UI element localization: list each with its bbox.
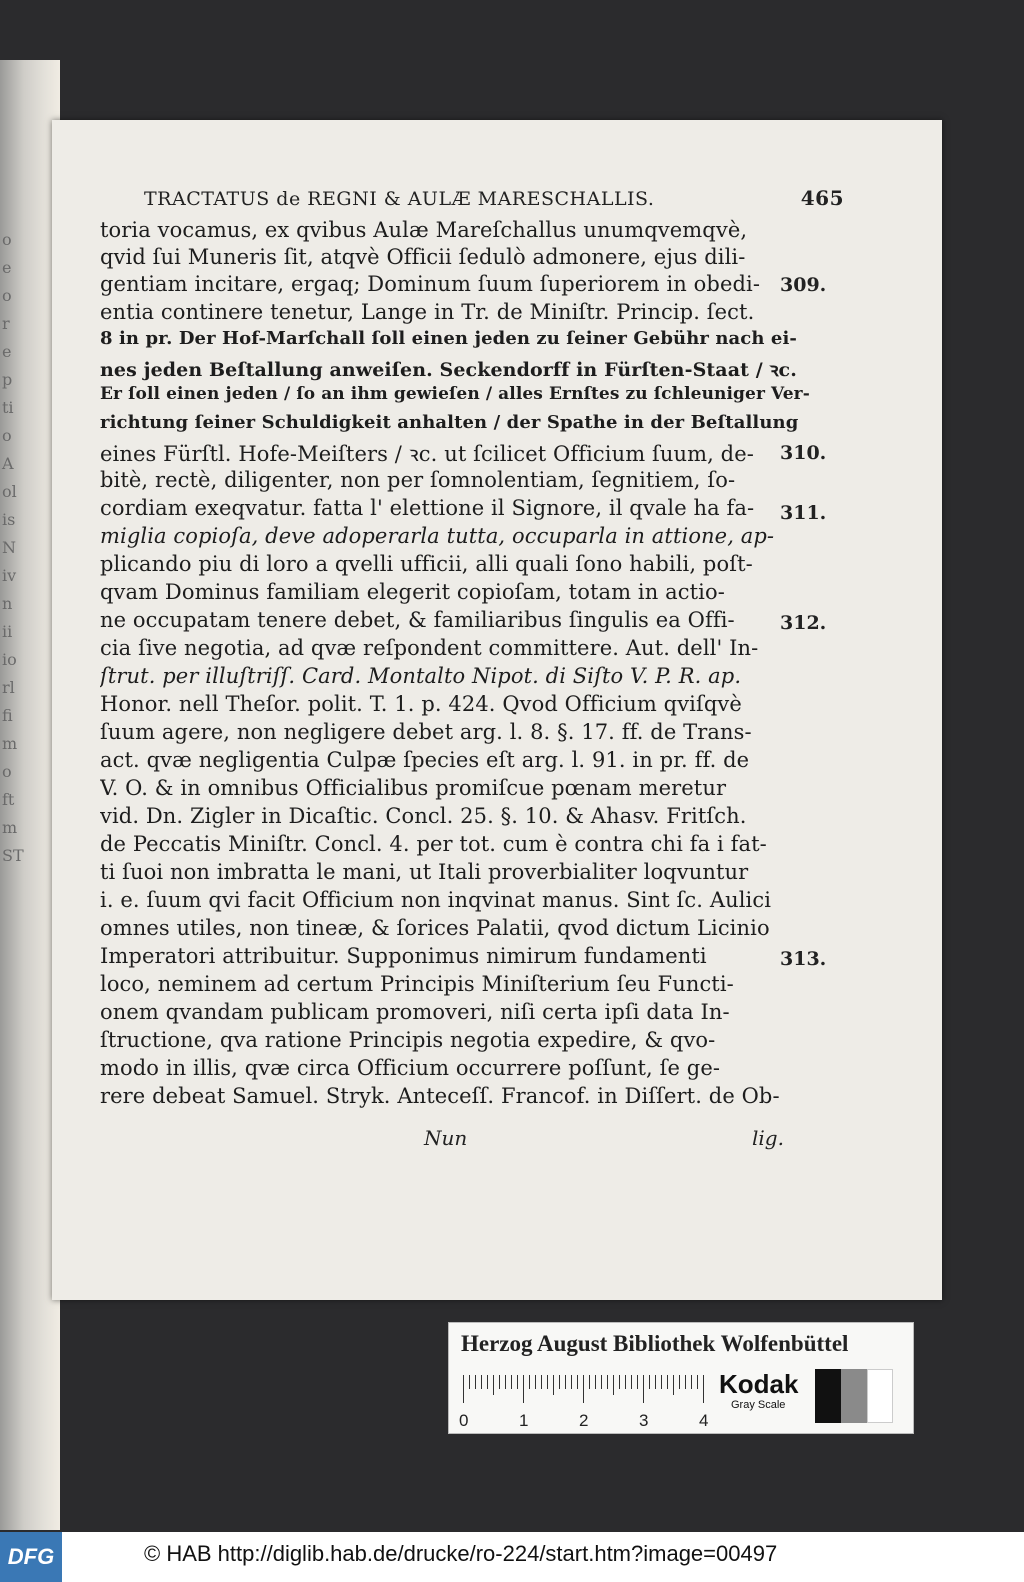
text-line: eines Fürſtl. Hofe-Meiſters / ꝛc. ut ſcilicet Officium ſuum, de- (100, 442, 754, 466)
fraktur-line: 8 in pr. Der Hof-Marſchall ſoll einen jeden zu ſeiner Gebühr nach ei- (100, 328, 797, 349)
ruler-number: 0 (459, 1411, 469, 1430)
text-line: bitè, rectè, diligenter, non per ſomnolentiam, ſegnitiem, ſo- (100, 468, 736, 492)
text-line: entia continere tenetur, Lange in Tr. de Miniſtr. Princip. ſect. (100, 300, 755, 324)
text-line: rere debeat Samuel. Stryk. Anteceſſ. Francof. in Diſſert. de Ob- (100, 1084, 780, 1108)
ruler-number: 3 (639, 1411, 649, 1430)
edge-fragment: is (2, 510, 16, 529)
running-head (144, 186, 844, 210)
signature-mark: Nun (424, 1126, 468, 1150)
text-line: ne occupatam tenere debet, & familiaribus ſingulis ea Offi- (100, 608, 735, 632)
book-page (52, 120, 942, 1300)
kodak-logo: Kodak (719, 1369, 799, 1399)
italic-line: miglia copioſa, deve adoperarla tutta, occuparla in attione, ap- (100, 524, 775, 548)
text-line: i. e. ſuum qvi facit Officium non inqvinat manus. Sint ſc. Aulici (100, 888, 772, 912)
gray-scale-label: Gray Scale (731, 1399, 786, 1411)
edge-fragment: e (2, 342, 12, 361)
edge-fragment: io (2, 650, 17, 669)
text-line: plicando piu di loro a qvelli ufficii, alli quali ſono habili, poſt- (100, 552, 753, 576)
text-line: ti ſuoi non imbratta le mani, ut Itali proverbialiter loqvuntur (100, 860, 749, 884)
text-line: cia ſive negotia, ad qvæ reſpondent committere. Aut. dell' In- (100, 636, 759, 660)
edge-fragment: m (2, 734, 18, 753)
text-line: cordiam exeqvatur. fatta l' elettione il Signore, il qvale ha fa- (100, 496, 755, 520)
text-line: toria vocamus, ex qvibus Aulæ Mareſchallus unumqvemqvè, (100, 218, 748, 242)
edge-fragment: iv (2, 566, 17, 585)
text-line: ſtructione, qva ratione Principis negotia expedire, & qvo- (100, 1028, 716, 1052)
text-line: loco, neminem ad certum Principis Miniſterium ſeu Functi- (100, 972, 734, 996)
edge-fragment: o (2, 230, 12, 249)
margin-number: 311. (780, 502, 827, 524)
ruler-number: 1 (519, 1411, 529, 1430)
gray-patch-white (867, 1369, 893, 1423)
gray-patch-black (815, 1369, 841, 1423)
margin-number: 309. (780, 274, 827, 296)
previous-page-edge (0, 60, 60, 1530)
edge-fragment: o (2, 286, 12, 305)
running-title: TRACTATUS de REGNI & AULÆ MARESCHALLIS. (144, 188, 655, 210)
credit-link[interactable]: © HAB http://diglib.hab.de/drucke/ro-224/start.htm?image=00497 (144, 1541, 778, 1566)
edge-fragment: A (2, 454, 14, 473)
margin-number: 310. (780, 442, 827, 464)
text-line: de Peccatis Miniſtr. Concl. 4. per tot. cum è contra chi fa i fat- (100, 832, 767, 856)
text-line: V. O. & in omnibus Officialibus promiſcue pœnam meretur (100, 776, 727, 800)
edge-fragment: ti (2, 398, 14, 417)
ruler (463, 1375, 703, 1403)
text-line: act. qvæ negligentia Culpæ ſpecies eſt arg. l. 91. in pr. ff. de (100, 748, 750, 772)
color-target (448, 1322, 914, 1434)
edge-fragment: fi (2, 706, 13, 725)
edge-fragment: o (2, 762, 12, 781)
text-line: qvid ſui Muneris ſit, atqvè Officii ſedulò admonere, ejus dili- (100, 245, 746, 269)
fraktur-line: nes jeden Beſtallung anweiſen. Seckendorff in Fürſten-Staat / ꝛc. (100, 359, 797, 381)
fraktur-line: Er ſoll einen jeden / ſo an ihm gewieſen / alles Ernſtes zu ſchleuniger Ver- (100, 384, 810, 404)
text-line: Honor. nell Theſor. polit. T. 1. p. 424. Qvod Officium qviſqvè (100, 692, 742, 716)
text-line: onem qvandam publicam promoveri, niſi certa ipſi data In- (100, 1000, 730, 1024)
text-line: Imperatori attribuitur. Supponimus nimirum fundamenti (100, 944, 707, 968)
text-line: omnes utiles, non tineæ, & ſorices Palatii, qvod dictum Licinio (100, 916, 770, 940)
italic-line: ſtrut. per illuſtriſſ. Card. Montalto Nipot. di Siſto V. P. R. ap. (100, 664, 742, 688)
dfg-logo: DFG (0, 1532, 62, 1582)
edge-fragment: ol (2, 482, 17, 501)
margin-number: 312. (780, 612, 827, 634)
text-line: ſuum agere, non negligere debet arg. l. 8. §. 17. ff. de Trans- (100, 720, 752, 744)
edge-fragment: e (2, 258, 12, 277)
text-line: gentiam incitare, ergaq; Dominum ſuum ſuperiorem in obedi- (100, 272, 761, 296)
fraktur-line: richtung ſeiner Schuldigkeit anhalten / der Spathe in der Beſtallung (100, 412, 799, 433)
margin-number: 313. (780, 948, 827, 970)
footer-bar (0, 1532, 1024, 1582)
library-name: Herzog August Bibliothek Wolfenbüttel (461, 1331, 849, 1356)
edge-fragment: r (2, 314, 10, 333)
ruler-number: 2 (579, 1411, 589, 1430)
edge-fragment: p (2, 370, 13, 389)
text-line: vid. Dn. Zigler in Dicaſtic. Concl. 25. §. 10. & Ahasv. Fritſch. (100, 804, 747, 828)
edge-fragment: ii (2, 622, 13, 641)
page-number: 465 (800, 186, 844, 210)
gray-patch-mid (841, 1369, 867, 1423)
edge-fragment: ft (2, 790, 15, 809)
edge-fragment: rl (2, 678, 15, 697)
edge-fragment: m (2, 818, 18, 837)
edge-fragment: ST (2, 846, 24, 865)
edge-fragment: o (2, 426, 12, 445)
text-line: qvam Dominus familiam elegerit copioſam, totam in actio- (100, 580, 725, 604)
edge-fragment: N (2, 538, 16, 557)
text-line: modo in illis, qvæ circa Officium occurrere poſſunt, ſe ge- (100, 1056, 721, 1080)
catchword: lig. (752, 1126, 784, 1150)
ruler-number: 4 (699, 1411, 709, 1430)
edge-fragment: n (2, 594, 13, 613)
